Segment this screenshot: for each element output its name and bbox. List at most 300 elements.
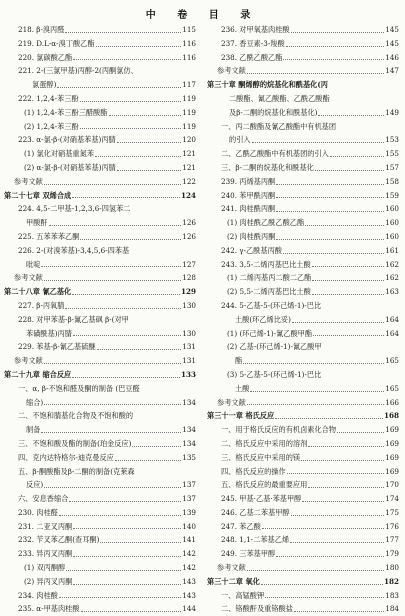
- toc-entry: [207, 51, 399, 65]
- dot-leader: [95, 156, 181, 157]
- toc-entry: [4, 258, 196, 272]
- toc-entry: [4, 492, 196, 506]
- toc-entry: [4, 133, 196, 147]
- dot-leader: [312, 266, 385, 267]
- page-number: 126: [182, 218, 196, 228]
- page-number: 116: [182, 38, 196, 48]
- toc-entry: [4, 533, 196, 547]
- page-number: 159: [385, 190, 399, 200]
- entry-title: 227. β-丙氧腈: [18, 300, 65, 310]
- entry-title: (1) 氯化对硝基重氮苯: [24, 149, 94, 159]
- page-number: 129: [180, 287, 196, 297]
- page-number: 169: [385, 466, 399, 476]
- entry-title: 220. 氯碳酸乙酯: [18, 52, 73, 62]
- toc-right-column: [207, 23, 399, 616]
- dot-leader: [276, 197, 384, 198]
- dot-leader: [252, 142, 385, 143]
- page-number: 119: [182, 107, 196, 117]
- toc-entry: [207, 437, 399, 451]
- entry-title: 六、安息香缩合: [18, 494, 69, 504]
- entry-title: 二、铬酸酐及重铬酸盐: [221, 604, 293, 614]
- entry-title: 氯蛋醇): [32, 80, 57, 90]
- entry-title: 参考文献: [217, 66, 246, 76]
- page-number: 119: [182, 121, 196, 131]
- toc-entry: [207, 354, 399, 368]
- dot-leader: [337, 432, 384, 433]
- toc-entry: [207, 202, 399, 216]
- entry-title: 的引入: [229, 135, 251, 145]
- page-number: 161: [385, 245, 399, 255]
- entry-title: 五、格氏反应的最重要应用: [221, 480, 308, 490]
- page-number: 144: [182, 604, 196, 614]
- entry-title: 反应): [26, 480, 44, 490]
- dot-leader: [41, 266, 181, 267]
- toc-entry: [207, 368, 399, 382]
- page-number: 184: [385, 604, 399, 614]
- toc-entry: [207, 465, 399, 479]
- dot-leader: [318, 115, 384, 116]
- entry-title: 制备: [26, 425, 41, 435]
- entry-title: 第二十九章 缩合反应: [4, 369, 72, 379]
- dot-leader: [247, 404, 385, 405]
- page-number: 124: [180, 190, 196, 200]
- page-number: 157: [385, 162, 399, 172]
- page-number: 115: [182, 25, 196, 34]
- page-number: 140: [182, 521, 196, 531]
- toc-entry: [207, 382, 399, 396]
- toc-left-column: [4, 23, 196, 616]
- page-number: 183: [385, 590, 399, 600]
- entry-title: 缩合): [26, 397, 44, 407]
- page-number: 180: [385, 563, 399, 573]
- page-header: 中 卷 目 录: [145, 10, 260, 21]
- toc-entry: [207, 589, 399, 603]
- toc-entry: [207, 520, 399, 534]
- page-number: 153: [385, 135, 399, 145]
- entry-title: 三、格氏反应中采用的镁: [221, 452, 301, 462]
- dot-leader: [265, 597, 384, 598]
- entry-title: 及β-二酮的烷基化和酰基化): [229, 107, 318, 117]
- entry-title: 243. 3,5-二烯丙基巴比土酸: [221, 259, 311, 269]
- dot-leader: [73, 528, 181, 529]
- page-number: 166: [385, 397, 399, 407]
- dot-leader: [81, 611, 182, 612]
- page-number: 175: [385, 507, 399, 517]
- toc-entry: [4, 230, 196, 244]
- page-number: 139: [182, 507, 196, 517]
- dot-leader: [109, 115, 182, 116]
- page-number: 131: [182, 356, 196, 366]
- toc-entry: [207, 244, 399, 258]
- page-number: 165: [385, 356, 399, 366]
- toc-entry: [4, 147, 196, 161]
- toc-entry: [4, 64, 196, 78]
- toc-entry: [207, 230, 399, 244]
- page-number: 130: [182, 328, 196, 338]
- entry-title: 一、α, β-不饱和醛及酮的制备 (巴豆醛: [18, 383, 140, 393]
- page-number: 176: [385, 521, 399, 531]
- entry-title: 240. 苯甲酰丙酮: [221, 190, 276, 200]
- dot-leader: [283, 59, 384, 60]
- entry-title: 230. 肉桂醛: [18, 507, 58, 517]
- page-number: 143: [182, 576, 196, 586]
- toc-entry: [4, 423, 196, 437]
- toc-entry: [4, 547, 196, 561]
- toc-entry: [4, 506, 196, 520]
- page-number: 143: [182, 590, 196, 600]
- toc-entry: [4, 106, 196, 120]
- entry-title: 222. 1,2,4-苯三酚: [18, 93, 79, 103]
- toc-entry: [207, 147, 399, 161]
- entry-title: 一、高锰酸钾: [221, 590, 265, 600]
- page-number: 182: [383, 576, 399, 586]
- toc-entry: [4, 340, 196, 354]
- toc-entry: [4, 354, 196, 368]
- dot-leader: [73, 584, 181, 585]
- toc-entry: [4, 175, 196, 189]
- entry-title: 五、β-酮酸酯及β-二酮的制备(克莱森: [18, 466, 135, 476]
- dot-leader: [308, 487, 384, 488]
- toc-entry: [207, 561, 399, 575]
- dot-leader: [72, 197, 180, 198]
- chapter-heading: [4, 189, 196, 203]
- entry-title: 249. 三苯基甲醇: [221, 549, 276, 559]
- page-number: 122: [182, 176, 196, 186]
- toc-entry: [207, 92, 399, 106]
- entry-title: (2) 1,2,4-苯三酚: [24, 121, 79, 131]
- dot-leader: [49, 225, 182, 226]
- page-number: 174: [385, 494, 399, 504]
- dot-leader: [291, 32, 385, 33]
- entry-title: 238. 乙酰乙酸乙酯: [221, 52, 283, 62]
- dot-leader: [117, 142, 182, 143]
- entry-title: 苯磺酰基)丙腈: [26, 328, 72, 338]
- page-number: 142: [182, 563, 196, 573]
- page-number: 135: [182, 452, 196, 462]
- entry-title: 247. 苯乙酸: [221, 521, 261, 531]
- dot-leader: [80, 239, 181, 240]
- entry-title: 第二十八章 氰乙基化: [4, 287, 72, 297]
- dot-leader: [59, 515, 181, 516]
- dot-leader: [44, 487, 181, 488]
- dot-leader: [275, 418, 383, 419]
- toc-entry: [4, 327, 196, 341]
- entry-title: 第三十二章 氧化: [207, 576, 260, 586]
- toc-entry: [207, 216, 399, 230]
- entry-title: 酯: [235, 356, 243, 366]
- page-number: 121: [182, 162, 196, 172]
- page-number: 155: [385, 149, 399, 159]
- dot-leader: [312, 280, 384, 281]
- toc-entry: [4, 271, 196, 285]
- entry-title: 239. 丙烯基丙酮: [221, 176, 276, 186]
- toc-entry: [4, 161, 196, 175]
- page-number: 170: [385, 480, 399, 490]
- chapter-heading: [207, 409, 399, 423]
- toc-entry: [207, 23, 399, 37]
- entry-title: 二、乙酰乙酸酯中有机基团的引入: [221, 149, 329, 159]
- dot-leader: [100, 542, 181, 543]
- dot-leader: [44, 404, 181, 405]
- entry-title: 第二十七章 双烯合成: [4, 190, 72, 200]
- dot-leader: [96, 46, 182, 47]
- entry-title: (2) 乙基-(环己烯-1)-氰乙酸甲: [227, 342, 322, 352]
- dot-leader: [250, 391, 384, 392]
- toc-entry: [4, 78, 196, 92]
- page-number: 158: [385, 176, 399, 186]
- entry-title: 221. 2-(三氯甲基)丙醇-2(丙酮氯仿、: [18, 66, 138, 76]
- chapter-heading: [4, 285, 196, 299]
- toc-entry: [207, 478, 399, 492]
- page-number: 162: [385, 273, 399, 283]
- page-number: 130: [182, 300, 196, 310]
- toc-entry: [4, 120, 196, 134]
- entry-title: 245. 甲基·乙基·苯基甲醇: [221, 494, 302, 504]
- entry-title: 土酸(环乙烯比妥): [235, 314, 291, 324]
- page-number: 147: [385, 66, 399, 76]
- entry-title: 232. 苄叉苯乙酮(查耳酮): [18, 535, 100, 545]
- toc-entry: [207, 299, 399, 313]
- page-number: 168: [383, 411, 399, 421]
- dot-leader: [276, 239, 384, 240]
- entry-title: 吡啶: [26, 259, 41, 269]
- dot-leader: [44, 280, 182, 281]
- page-number: 117: [182, 80, 196, 90]
- page-number: 179: [385, 549, 399, 559]
- dot-leader: [243, 363, 384, 364]
- dot-leader: [283, 253, 384, 254]
- toc-entry: [207, 451, 399, 465]
- toc-entry: [207, 285, 399, 299]
- entry-title: 四、克内达特格尔-迪克曼反应: [18, 452, 114, 462]
- toc-entry: [4, 575, 196, 589]
- entry-title: 233. 异丙叉丙酮: [18, 549, 73, 559]
- entry-title: 228. 对甲苯基-β-氰乙基砜 β-(对甲: [18, 314, 129, 324]
- page-number: 160: [385, 204, 399, 214]
- entry-title: 四、格氏反应的操作: [221, 466, 286, 476]
- entry-title: 第三十一章 格氏反应: [207, 411, 275, 421]
- toc-entry: [207, 340, 399, 354]
- entry-title: 226. 2-(对溴苯基)-3,4,5,6-四苯基: [18, 245, 130, 255]
- dot-leader: [247, 73, 385, 74]
- dot-leader: [59, 597, 181, 598]
- dot-leader: [305, 225, 384, 226]
- entry-title: 219. D.L-α-溴丁酸乙酯: [18, 38, 95, 48]
- toc-entry: [4, 244, 196, 258]
- entry-title: 甲酸酐: [26, 218, 48, 228]
- page-number: 137: [182, 480, 196, 490]
- toc-entry: [207, 161, 399, 175]
- dot-leader: [276, 211, 384, 212]
- toc-entry: [4, 216, 196, 230]
- dot-leader: [290, 542, 384, 543]
- entry-title: (1) 二烯丙基丙二酸二乙酯: [227, 273, 312, 283]
- page-number: 133: [180, 369, 196, 379]
- toc-entry: [4, 465, 196, 479]
- dot-leader: [73, 59, 181, 60]
- dot-leader: [73, 556, 181, 557]
- page-number: 145: [385, 38, 399, 48]
- page-number: 169: [385, 438, 399, 448]
- page-number: 149: [385, 107, 399, 117]
- page-number: 164: [385, 328, 399, 338]
- entry-title: 242. γ-乙酰基丙酸: [221, 245, 282, 255]
- page-number: 163: [385, 287, 399, 297]
- dot-leader: [276, 556, 384, 557]
- page-number: 119: [182, 93, 196, 103]
- toc-entry: [207, 533, 399, 547]
- toc-entry: [207, 271, 399, 285]
- entry-title: 218. β-溴丙醛: [18, 25, 65, 34]
- page-number: 146: [385, 52, 399, 62]
- page-number: 137: [182, 494, 196, 504]
- page-number: 128: [182, 273, 196, 283]
- page-number: 141: [182, 535, 196, 545]
- toc-entry: [4, 299, 196, 313]
- entry-title: 二、格氏反应中采用的溶剂: [221, 438, 308, 448]
- toc-entry: [207, 506, 399, 520]
- dot-leader: [313, 335, 384, 336]
- toc-entry: [207, 313, 399, 327]
- dot-leader: [117, 170, 181, 171]
- toc-entry: [207, 327, 399, 341]
- entry-title: 241. 肉桂酰丙酮: [221, 204, 276, 214]
- page-number: 162: [385, 259, 399, 269]
- entry-title: 第三十章 酮烯醇的烷基化和酰基化(丙: [207, 80, 328, 90]
- chapter-heading: [4, 368, 196, 382]
- page-number: 169: [385, 452, 399, 462]
- toc-entry: [4, 202, 196, 216]
- dot-leader: [276, 184, 384, 185]
- toc-entry: [4, 313, 196, 327]
- dot-leader: [262, 528, 384, 529]
- dot-leader: [247, 570, 385, 571]
- dot-leader: [302, 501, 384, 502]
- dot-leader: [80, 101, 182, 102]
- entry-title: 234. 肉桂酸: [18, 590, 58, 600]
- page-number: 131: [182, 342, 196, 352]
- page-number: 116: [182, 52, 196, 62]
- entry-title: 参考文献: [217, 397, 246, 407]
- toc-entry: [4, 437, 196, 451]
- entry-title: 土酸: [235, 383, 250, 393]
- entry-title: 229. 苯基-β-氰乙基硫醚: [18, 342, 96, 352]
- dot-leader: [72, 377, 180, 378]
- entry-title: (1) (环己烯-1)-氰乙酸甲酯: [227, 328, 313, 338]
- entry-title: 一、丙二酸酯及氰乙酸酯中有机基团: [221, 121, 337, 131]
- chapter-heading: [207, 78, 399, 92]
- dot-leader: [291, 515, 385, 516]
- toc-entry: [4, 520, 196, 534]
- page-number: 169: [385, 425, 399, 435]
- dot-leader: [261, 584, 383, 585]
- toc-entry: [207, 396, 399, 410]
- entry-title: 一、用于格氏反应的有机卤素化合物: [221, 425, 337, 435]
- entry-title: 二、不饱和腈基化合物及不饱和酸的: [18, 411, 134, 421]
- page-number: 145: [385, 25, 399, 34]
- page-number: 127: [182, 259, 196, 269]
- dot-leader: [69, 501, 181, 502]
- page-number: 134: [182, 397, 196, 407]
- entry-title: (1) 双丙酮醇: [24, 563, 66, 573]
- entry-title: 223. α-氯-β-(对硝基苯基)丙腈: [18, 135, 116, 145]
- dot-leader: [65, 32, 181, 33]
- dot-leader: [292, 322, 384, 323]
- entry-title: (1) 肉桂酰乙酰乙酸乙酯: [227, 218, 305, 228]
- dot-leader: [308, 446, 384, 447]
- toc-entry: [4, 478, 196, 492]
- entry-title: 244. 5-乙基-5-(环己烯-1)-巴比: [221, 300, 322, 310]
- page-number: 121: [182, 149, 196, 159]
- entry-title: 参考文献: [14, 356, 43, 366]
- toc-entry: [207, 602, 399, 616]
- dot-leader: [301, 460, 384, 461]
- toc-entry: [4, 92, 196, 106]
- toc-entry: [4, 589, 196, 603]
- toc-entry: [4, 451, 196, 465]
- dot-leader: [73, 335, 181, 336]
- toc-entry: [207, 64, 399, 78]
- page-number: 160: [385, 231, 399, 241]
- entry-title: 二酸酯、氰乙酸酯、乙酰乙酸酯: [229, 93, 330, 103]
- page-number: 134: [182, 425, 196, 435]
- page-number: 142: [182, 549, 196, 559]
- toc-entry: [4, 396, 196, 410]
- entry-title: 三、不饱和酸及酯的制备(珀金反应): [18, 438, 132, 448]
- dot-leader: [80, 128, 182, 129]
- toc-entry: [207, 175, 399, 189]
- entry-title: (3) 5-乙基-5-(环己烯-1)-巴比: [227, 369, 322, 379]
- entry-title: 246. 乙基二苯基甲醇: [221, 507, 290, 517]
- entry-title: 235. α-甲基肉桂酸: [18, 604, 80, 614]
- entry-title: 参考文献: [14, 273, 43, 283]
- toc-entry: [4, 382, 196, 396]
- entry-title: 236. 对甲氧基肉桂酸: [221, 25, 290, 34]
- dot-leader: [286, 46, 385, 47]
- toc-entry: [207, 133, 399, 147]
- page-number: 126: [182, 231, 196, 241]
- toc-entry: [4, 23, 196, 37]
- entry-title: (2) α-氯-β-(对硝基苯基)丙腈: [24, 162, 116, 172]
- toc-entry: [4, 561, 196, 575]
- page-number: 160: [385, 218, 399, 228]
- page-number: 120: [182, 135, 196, 145]
- toc-entry: [207, 106, 399, 120]
- dot-leader: [115, 460, 181, 461]
- dot-leader: [44, 184, 182, 185]
- toc-entry: [207, 492, 399, 506]
- entry-title: 225. 五苯苯苯乙酮: [18, 231, 80, 241]
- dot-leader: [72, 294, 180, 295]
- page-number: 134: [182, 438, 196, 448]
- toc-entry: [207, 37, 399, 51]
- dot-leader: [330, 156, 384, 157]
- dot-leader: [294, 611, 384, 612]
- dot-leader: [315, 170, 384, 171]
- entry-title: (2) 肉桂酰丙酮: [227, 231, 276, 241]
- entry-title: 224. 4,5-二甲基-1,2,3,6-四氢苯二: [18, 204, 131, 214]
- dot-leader: [66, 570, 181, 571]
- toc-entry: [4, 409, 196, 423]
- toc-entry: [4, 602, 196, 616]
- dot-leader: [287, 473, 385, 474]
- toc-entry: [4, 37, 196, 51]
- toc-entry: [207, 423, 399, 437]
- dot-leader: [312, 294, 384, 295]
- entry-title: 参考文献: [14, 176, 43, 186]
- toc-entry: [4, 51, 196, 65]
- toc-entry: [207, 258, 399, 272]
